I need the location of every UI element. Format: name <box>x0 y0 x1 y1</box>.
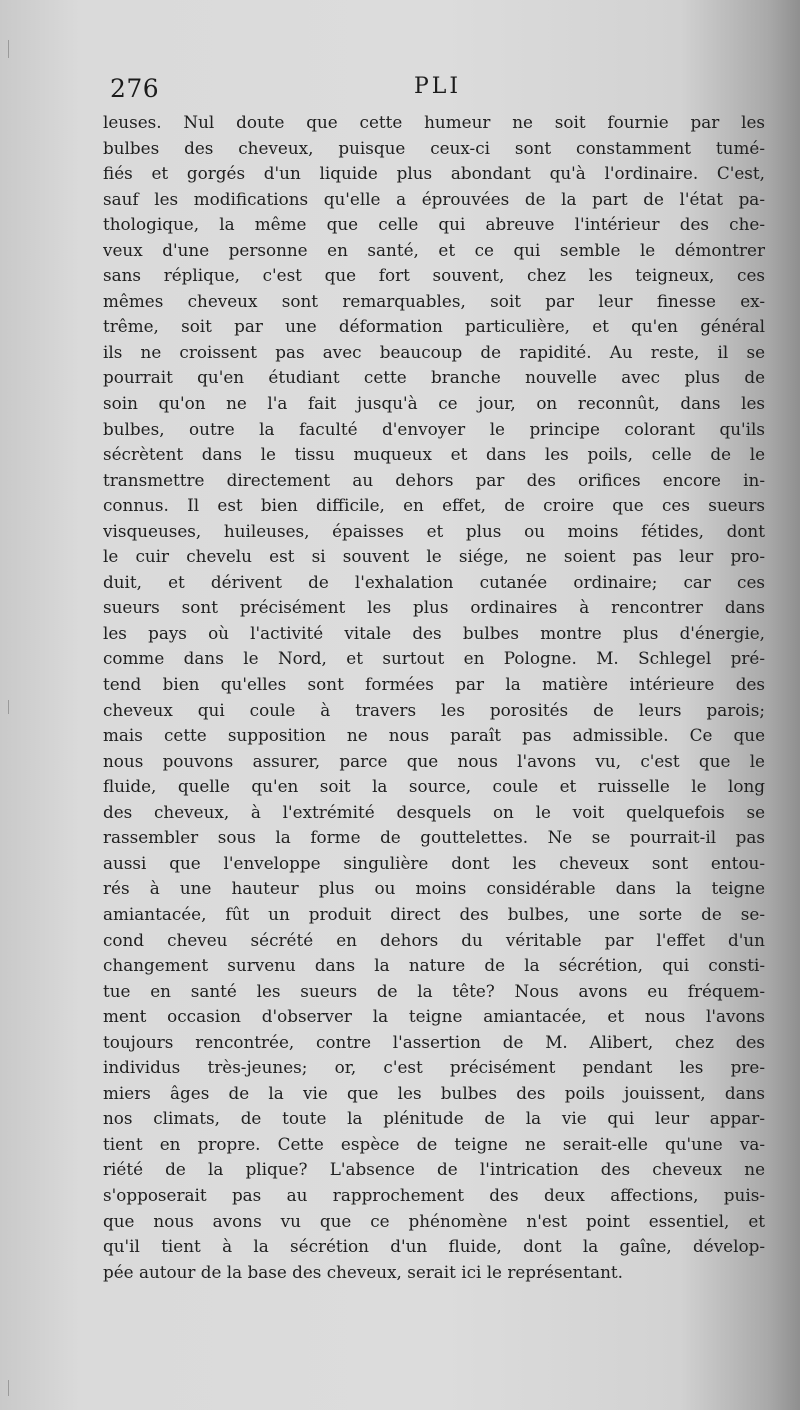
text-line: bulbes des cheveux, puisque ceux-ci sont constamment tumé- <box>103 137 765 158</box>
text-line: tient en propre. Cette espèce de teigne ne serait-elle qu'une va- <box>103 1133 765 1154</box>
text-line: miers âges de la vie que les bulbes des poils jouissent, dans <box>103 1082 765 1103</box>
text-line: fiés et gorgés d'un liquide plus abondant qu'à l'ordinaire. C'est, <box>103 163 765 184</box>
text-line: les pays où l'activité vitale des bulbes montre plus d'énergie, <box>103 622 765 643</box>
text-line: rés à une hauteur plus ou moins considérable dans la teigne <box>103 878 765 899</box>
text-line: leuses. Nul doute que cette humeur ne soit fournie par les <box>103 112 765 132</box>
text-line: veux d'une personne en santé, et ce qui semble le démontrer <box>103 239 765 260</box>
scan-edge-mark <box>8 700 9 714</box>
text-line: duit, et dérivent de l'exhalation cutanée ordinaire; car ces <box>103 571 765 592</box>
text-line: ils ne croissent pas avec beaucoup de rapidité. Au reste, il se <box>103 341 765 362</box>
text-line: amiantacée, fût un produit direct des bulbes, une sorte de se- <box>103 903 765 924</box>
text-line: rassembler sous la forme de gouttelettes. Ne se pourrait-il pas <box>103 827 765 848</box>
text-line: s'opposerait pas au rapprochement des deux affections, puis- <box>103 1184 765 1205</box>
text-line: individus très-jeunes; or, c'est précisément pendant les pre- <box>103 1057 765 1078</box>
text-line: comme dans le Nord, et surtout en Pologne. M. Schlegel pré- <box>103 648 765 669</box>
text-line: bulbes, outre la faculté d'envoyer le principe colorant qu'ils <box>103 418 765 439</box>
text-line: sécrètent dans le tissu muqueux et dans les poils, celle de le <box>103 444 765 465</box>
text-line: nos climats, de toute la plénitude de la vie qui leur appar- <box>103 1108 765 1129</box>
text-line: sueurs sont précisément les plus ordinaires à rencontrer dans <box>103 597 765 618</box>
text-line: nous pouvons assurer, parce que nous l'avons vu, c'est que le <box>103 750 765 771</box>
text-line: des cheveux, à l'extrémité desquels on le voit quelquefois se <box>103 801 765 822</box>
text-line: tend bien qu'elles sont formées par la matière intérieure des <box>103 674 765 695</box>
text-line: cond cheveu sécrété en dehors du véritable par l'effet d'un <box>103 929 765 950</box>
text-line: aussi que l'enveloppe singulière dont les cheveux sont entou- <box>103 852 765 873</box>
text-line: transmettre directement au dehors par des orifices encore in- <box>103 469 765 490</box>
text-line: que nous avons vu que ce phénomène n'est point essentiel, et <box>103 1210 765 1231</box>
text-line: mais cette supposition ne nous paraît pas admissible. Ce que <box>103 725 765 746</box>
text-line: pourrait qu'en étudiant cette branche nouvelle avec plus de <box>103 367 765 388</box>
text-line: visqueuses, huileuses, épaisses et plus ou moins fétides, dont <box>103 520 765 541</box>
text-line: connus. Il est bien difficile, en effet, de croire que ces sueurs <box>103 495 765 516</box>
text-line: le cuir chevelu est si souvent le siége, ne soient pas leur pro- <box>103 546 765 567</box>
text-line: trême, soit par une déformation particulière, et qu'en général <box>103 316 765 337</box>
scan-edge-mark <box>8 40 9 58</box>
text-line: tue en santé les sueurs de la tête? Nous avons eu fréquem- <box>103 980 765 1001</box>
text-line: soin qu'on ne l'a fait jusqu'à ce jour, on reconnût, dans les <box>103 393 765 414</box>
text-line: fluide, quelle qu'en soit la source, coule et ruisselle le long <box>103 776 765 797</box>
scan-edge-mark <box>8 1380 9 1396</box>
text-line: sans réplique, c'est que fort souvent, chez les teigneux, ces <box>103 265 765 286</box>
text-line: riété de la plique? L'absence de l'intrication des cheveux ne <box>103 1159 765 1180</box>
text-line: qu'il tient à la sécrétion d'un fluide, dont la gaîne, dévelop- <box>103 1236 765 1257</box>
running-head: PLI <box>413 74 462 99</box>
text-line: thologique, la même que celle qui abreuve l'intérieur des che- <box>103 214 765 235</box>
body-text <box>103 110 765 1285</box>
text-line: toujours rencontrée, contre l'assertion de M. Alibert, chez des <box>103 1031 765 1052</box>
page-header <box>110 74 765 108</box>
text-line: cheveux qui coule à travers les porosités de leurs parois; <box>103 699 765 720</box>
text-line: mêmes cheveux sont remarquables, soit par leur finesse ex- <box>103 290 765 311</box>
text-line: sauf les modifications qu'elle a éprouvées de la part de l'état pa- <box>103 188 765 209</box>
text-line: changement survenu dans la nature de la sécrétion, qui consti- <box>103 955 765 976</box>
page-number: 276 <box>110 74 160 103</box>
text-line: pée autour de la base des cheveux, serait ici le représentant. <box>103 1261 623 1282</box>
text-line: ment occasion d'observer la teigne amiantacée, et nous l'avons <box>103 1006 765 1027</box>
